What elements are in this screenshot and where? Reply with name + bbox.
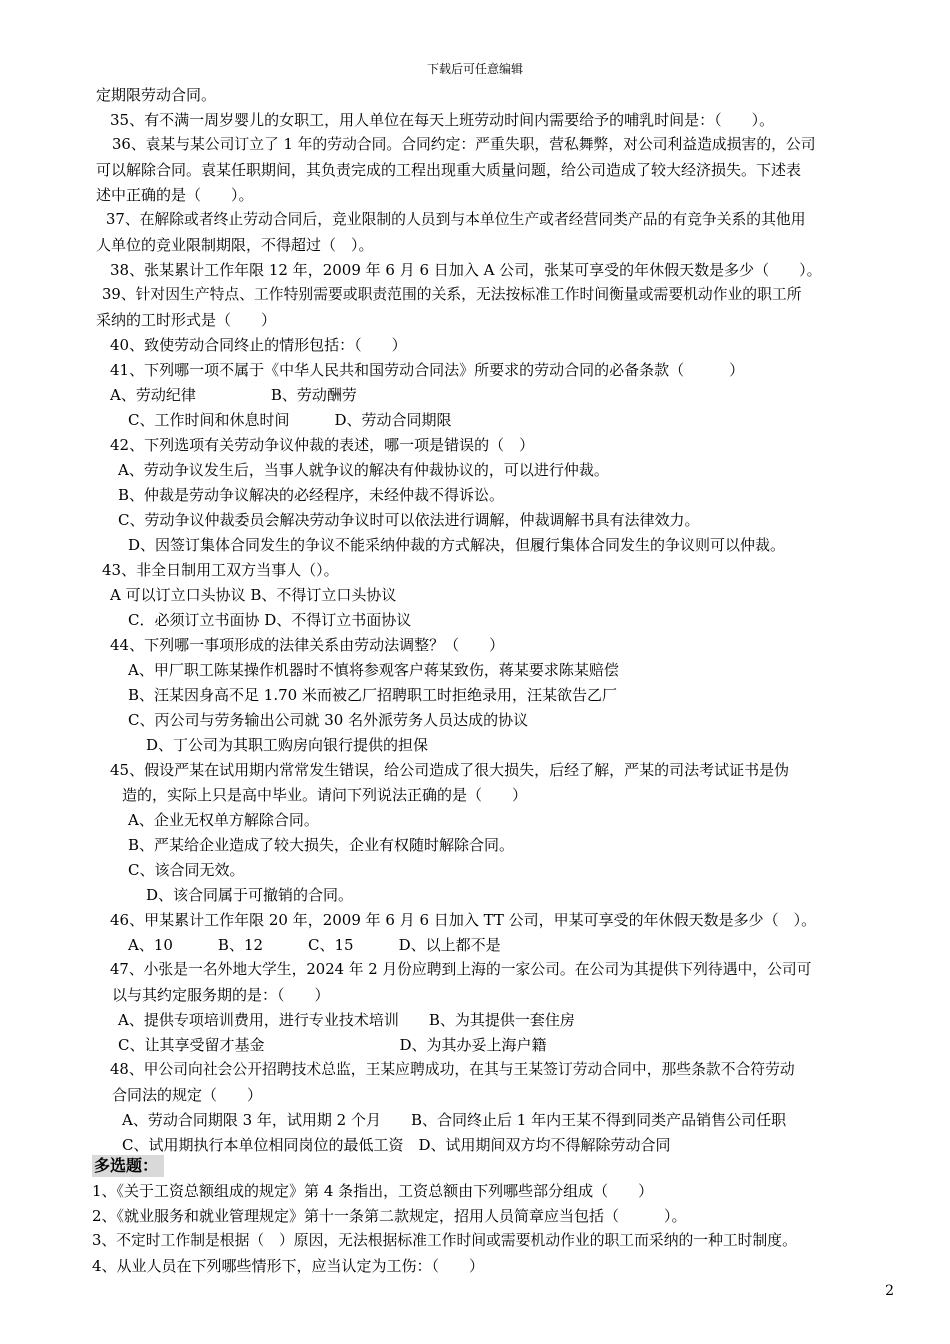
question-46: 46、甲某累计工作年限 20 年，2009 年 6 月 6 日加入 TT 公司，甲某可享受的年休假天数是多少（ ）。 — [110, 911, 817, 929]
question-44-option-c: C、丙公司与劳务输出公司就 30 名外派劳务人员达成的协议 — [128, 711, 529, 729]
question-44-option-a: A、甲厂职工陈某操作机器时不慎将参观客户蒋某致伤，蒋某要求陈某赔偿 — [128, 661, 619, 679]
question-41-options-cd: C、工作时间和休息时间 D、劳动合同期限 — [128, 411, 452, 429]
question-42-option-c: C、劳动争议仲裁委员会解决劳动争议时可以依法进行调解，仲裁调解书具有法律效力。 — [118, 511, 700, 529]
multi-question-2: 2、《就业服务和就业管理规定》第十一条第二款规定，招用人员简章应当包括（ ）。 — [92, 1207, 687, 1225]
question-48-line2: 合同法的规定（ ） — [112, 1086, 263, 1104]
question-42-option-d: D、因签订集体合同发生的争议不能采纳仲裁的方式解决，但履行集体合同发生的争议则可以仲裁。 — [128, 536, 786, 554]
question-48-options-cd: C、试用期执行本单位相同岗位的最低工资 D、试用期间双方均不得解除劳动合同 — [122, 1136, 671, 1154]
question-43-options-cd: C．必须订立书面协 D、不得订立书面协议 — [128, 611, 412, 629]
multi-question-3: 3、不定时工作制是根据（ ）原因，无法根据标准工作时间或需要机动作业的职工而采纳的一种工时制度。 — [92, 1232, 797, 1249]
question-45-option-c: C、该合同无效。 — [128, 861, 245, 879]
question-35: 35、有不满一周岁婴儿的女职工，用人单位在每天上班劳动时间内需要给予的哺乳时间是：（ ）。 — [110, 111, 775, 129]
question-44-option-b: B、汪某因身高不足 1.70 米而被乙厂招聘职工时拒绝录用，汪某欲告乙厂 — [128, 686, 617, 704]
question-47: 47、小张是一名外地大学生，2024 年 2 月份应聘到上海的一家公司。在公司为其提供下列待遇中，公司可 — [110, 961, 812, 978]
question-45-option-b: B、严某给企业造成了较大损失，企业有权随时解除合同。 — [128, 836, 515, 854]
question-47-line2: 以与其约定服务期的是：（ ） — [112, 986, 330, 1004]
question-44-option-d: D、丁公司为其职工购房向银行提供的担保 — [146, 736, 429, 754]
question-40: 40、致使劳动合同终止的情形包括：（ ） — [110, 336, 407, 354]
question-44: 44、下列哪一事项形成的法律关系由劳动法调整？（ ） — [110, 636, 505, 654]
question-42-option-b: B、仲裁是劳动争议解决的必经程序，未经仲裁不得诉讼。 — [118, 486, 505, 504]
question-43: 43、非全日制用工双方当事人（）。 — [102, 561, 339, 579]
question-39-line2: 采纳的工时形式是（ ） — [96, 311, 277, 329]
question-47-options-cd: C、让其享受留才基金 D、为其办妥上海户籍 — [118, 1036, 547, 1054]
page-number: 2 — [885, 1283, 894, 1299]
multi-question-1: 1、《关于工资总额组成的规定》第 4 条指出，工资总额由下列哪些部分组成（ ） — [92, 1182, 654, 1200]
page-header: 下载后可任意编辑 — [426, 62, 523, 76]
question-43-options-ab: A 可以订立口头协议 B、不得订立口头协议 — [110, 586, 397, 604]
section-title-multiple-choice: 多选题： — [92, 1155, 164, 1177]
question-36-line2: 可以解除合同。袁某任职期间，其负责完成的工程出现重大质量问题，给公司造成了较大经济损失。下述表 — [96, 161, 802, 179]
question-45: 45、假设严某在试用期内常常发生错误，给公司造成了很大损失，后经了解，严某的司法考试证书是伪 — [110, 761, 790, 779]
question-47-options-ab: A、提供专项培训费用，进行专业技术培训 B、为其提供一套住房 — [118, 1011, 575, 1029]
question-41: 41、下列哪一项不属于《中华人民共和国劳动合同法》所要求的劳动合同的必备条款（ ） — [110, 361, 745, 379]
question-45-line2: 造的，实际上只是高中毕业。请问下列说法正确的是（ ） — [122, 786, 528, 804]
question-39: 39、针对因生产特点、工作特别需要或职责范围的关系，无法按标准工作时间衡量或需要机动作业的职工所 — [102, 286, 802, 303]
question-37: 37、在解除或者终止劳动合同后，竞业限制的人员到与本单位生产或者经营同类产品的有竞争关系的其他用 — [106, 211, 806, 228]
question-45-option-d: D、该合同属于可撤销的合同。 — [146, 886, 354, 904]
question-38: 38、张某累计工作年限 12 年，2009 年 6 月 6 日加入 A 公司，张某可享受的年休假天数是多少（ ）。 — [110, 261, 822, 279]
text-line: 定期限劳动合同。 — [96, 86, 217, 104]
question-46-options: A、10 B、12 C、15 D、以上都不是 — [128, 936, 501, 954]
question-37-line2: 人单位的竞业限制期限，不得超过（ ）。 — [96, 236, 374, 254]
multi-question-4: 4、从业人员在下列哪些情形下，应当认定为工伤：（ ） — [92, 1257, 485, 1275]
question-48-options-ab: A、劳动合同期限 3 年，试用期 2 个月 B、合同终止后 1 年内王某不得到同类产品销售公司任职 — [122, 1111, 787, 1129]
question-41-options-ab: A、劳动纪律 B、劳动酬劳 — [110, 386, 357, 404]
question-48: 48、甲公司向社会公开招聘技术总监，王某应聘成功，在其与王某签订劳动合同中，那些条款不合符劳动 — [110, 1061, 795, 1078]
question-42-option-a: A、劳动争议发生后，当事人就争议的解决有仲裁协议的，可以进行仲裁。 — [118, 461, 609, 479]
question-42: 42、下列选项有关劳动争议仲裁的表述，哪一项是错误的（ ） — [110, 436, 535, 454]
question-45-option-a: A、企业无权单方解除合同。 — [128, 811, 319, 829]
question-36: 36、袁某与某公司订立了 1 年的劳动合同。合同约定：严重失职，营私舞弊，对公司利益造成损害的，公司 — [112, 136, 816, 153]
question-36-line3: 述中正确的是（ ）。 — [96, 186, 254, 204]
